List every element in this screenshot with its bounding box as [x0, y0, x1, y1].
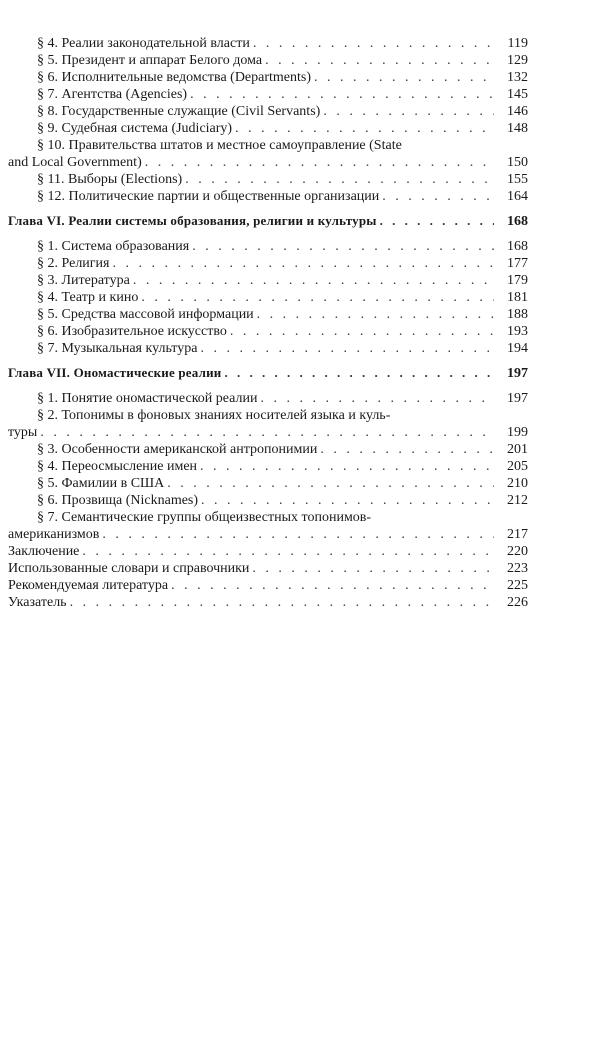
- toc-entry-label: § 9. Судебная система (Judiciary): [37, 121, 233, 136]
- toc-entry: [8, 289, 528, 306]
- toc-entry-label: § 8. Государственные служащие (Civil Servants): [37, 104, 321, 119]
- toc-entry-page: 150: [507, 155, 528, 170]
- toc-entry-label-cont: американизмов: [8, 527, 100, 542]
- toc-entry-page: 177: [507, 256, 528, 271]
- leader-dots: [141, 289, 494, 306]
- leader-dots: [82, 543, 494, 560]
- leader-dots: [70, 594, 494, 611]
- toc-entry-page: 217: [507, 527, 528, 542]
- leader-dots: [133, 272, 494, 289]
- toc-entry-label: Заключение: [8, 544, 80, 559]
- leader-dots: [200, 340, 494, 357]
- toc-entry-label: § 2. Религия: [37, 256, 110, 271]
- toc-entry-page: 155: [507, 172, 528, 187]
- toc-entry: [8, 390, 528, 407]
- toc-entry-wrapped: [8, 407, 528, 441]
- toc-entry-label: Рекомендуемая литература: [8, 578, 169, 593]
- toc-entry-page: 188: [507, 307, 528, 322]
- chapter-title: Глава VI. Реалии системы образования, религии и культуры: [8, 213, 377, 228]
- leader-dots: [257, 306, 494, 323]
- toc-entry: [8, 560, 528, 577]
- toc-entry-page: 193: [507, 324, 528, 339]
- toc-entry-wrapped: [8, 509, 528, 543]
- leader-dots: [230, 323, 494, 340]
- toc-entry-page: 225: [507, 578, 528, 593]
- leader-dots: [323, 103, 494, 120]
- toc-entry-label: § 5. Средства массовой информации: [37, 307, 254, 322]
- toc-entry: [8, 492, 528, 509]
- leader-dots: [253, 35, 494, 52]
- leader-dots: [192, 238, 494, 255]
- leader-dots: [320, 441, 494, 458]
- toc-entry: [8, 475, 528, 492]
- toc-entry-label: § 7. Семантические группы общеизвестных топонимов-: [37, 510, 372, 525]
- toc-entry-label-cont: туры: [8, 425, 38, 440]
- toc-entry-label: § 5. Фамилии в США: [37, 476, 165, 491]
- toc-entry: [8, 323, 528, 340]
- toc-entry: [8, 543, 528, 560]
- toc-entry-page: 226: [507, 595, 528, 610]
- toc-entry-page: 205: [507, 459, 528, 474]
- toc-entry: [8, 441, 528, 458]
- toc-entry-page: 132: [507, 70, 528, 85]
- toc-entry: [8, 103, 528, 120]
- toc-entry-label: § 4. Переосмысление имен: [37, 459, 198, 474]
- toc-entry-page: 194: [507, 341, 528, 356]
- toc-entry: [8, 340, 528, 357]
- leader-dots: [102, 526, 494, 543]
- chapter-6-heading: [8, 212, 528, 229]
- toc-entry-label: § 1. Система образования: [37, 239, 190, 254]
- toc-entry: [8, 69, 528, 86]
- leader-dots: [261, 390, 495, 407]
- toc-entry-page: 223: [507, 561, 528, 576]
- leader-dots: [190, 86, 494, 103]
- toc-entry-page: 148: [507, 121, 528, 136]
- leader-dots: [252, 560, 494, 577]
- toc-entry-label: § 7. Агентства (Agencies): [37, 87, 188, 102]
- toc-entry-page: 197: [507, 391, 528, 406]
- toc-entry-page: 220: [507, 544, 528, 559]
- toc-entry: [8, 188, 528, 205]
- toc-entry: [8, 35, 528, 52]
- chapter-title: Глава VII. Ономастические реалии: [8, 365, 222, 380]
- toc-entry: [8, 577, 528, 594]
- toc-entry: [8, 171, 528, 188]
- leader-dots: [167, 475, 494, 492]
- toc-entry: [8, 458, 528, 475]
- toc-entry-label: § 5. Президент и аппарат Белого дома: [37, 53, 263, 68]
- leader-dots: [382, 188, 494, 205]
- toc-entry-label: § 12. Политические партии и общественные организации: [37, 189, 380, 204]
- toc-entry-label: § 6. Изобразительное искусство: [37, 324, 227, 339]
- toc-entry-page: 199: [507, 425, 528, 440]
- toc-entry: [8, 52, 528, 69]
- toc-entry: [8, 306, 528, 323]
- toc-entry: [8, 238, 528, 255]
- toc-entry-page: 201: [507, 442, 528, 457]
- leader-dots: [224, 364, 494, 381]
- toc-entry-page: 212: [507, 493, 528, 508]
- toc-entry: [8, 120, 528, 137]
- toc-entry-page: 129: [507, 53, 528, 68]
- toc-entry: [8, 86, 528, 103]
- toc-entry-label: § 3. Особенности американской антропонимии: [37, 442, 318, 457]
- leader-dots: [145, 154, 494, 171]
- toc-entry-label: § 4. Театр и кино: [37, 290, 139, 305]
- leader-dots: [265, 52, 494, 69]
- leader-dots: [112, 255, 494, 272]
- toc-entry-label: § 2. Топонимы в фоновых знаниях носителей языка и куль-: [37, 408, 391, 423]
- toc-entry: [8, 255, 528, 272]
- toc-entry-page: 168: [507, 239, 528, 254]
- leader-dots: [380, 212, 494, 229]
- toc-entry-label: § 7. Музыкальная культура: [37, 341, 198, 356]
- toc-entry-label: § 11. Выборы (Elections): [37, 172, 183, 187]
- toc-entry-page: 145: [507, 87, 528, 102]
- toc-entry: [8, 594, 528, 611]
- toc-entry-page: 210: [507, 476, 528, 491]
- toc-entry-page: 164: [507, 189, 528, 204]
- toc-entry: [8, 272, 528, 289]
- leader-dots: [201, 492, 494, 509]
- chapter-7-heading: [8, 364, 528, 381]
- leader-dots: [235, 120, 494, 137]
- chapter-page: 168: [507, 214, 528, 229]
- toc-entry-label: § 6. Прозвища (Nicknames): [37, 493, 199, 508]
- leader-dots: [40, 424, 494, 441]
- toc-entry-section-10: [8, 137, 528, 171]
- toc-entry-page: 181: [507, 290, 528, 305]
- toc-entry-page: 179: [507, 273, 528, 288]
- toc-entry-label: § 6. Исполнительные ведомства (Departments): [37, 70, 312, 85]
- leader-dots: [200, 458, 494, 475]
- toc-entry-page: 119: [507, 36, 528, 51]
- toc-entry-label: § 10. Правительства штатов и местное самоуправление (State: [37, 138, 402, 153]
- toc-entry-label: Указатель: [8, 595, 67, 610]
- leader-dots: [171, 577, 494, 594]
- toc-entry-label: § 3. Литература: [37, 273, 130, 288]
- toc-entry-page: 146: [507, 104, 528, 119]
- toc-entry-label-cont: and Local Government): [8, 155, 142, 170]
- leader-dots: [314, 69, 494, 86]
- table-of-contents: [8, 35, 528, 611]
- toc-entry-label: Использованные словари и справочники: [8, 561, 250, 576]
- toc-entry-label: § 1. Понятие ономастической реалии: [37, 391, 258, 406]
- toc-entry-label: § 4. Реалии законодательной власти: [37, 36, 250, 51]
- chapter-page: 197: [507, 366, 528, 381]
- leader-dots: [185, 171, 494, 188]
